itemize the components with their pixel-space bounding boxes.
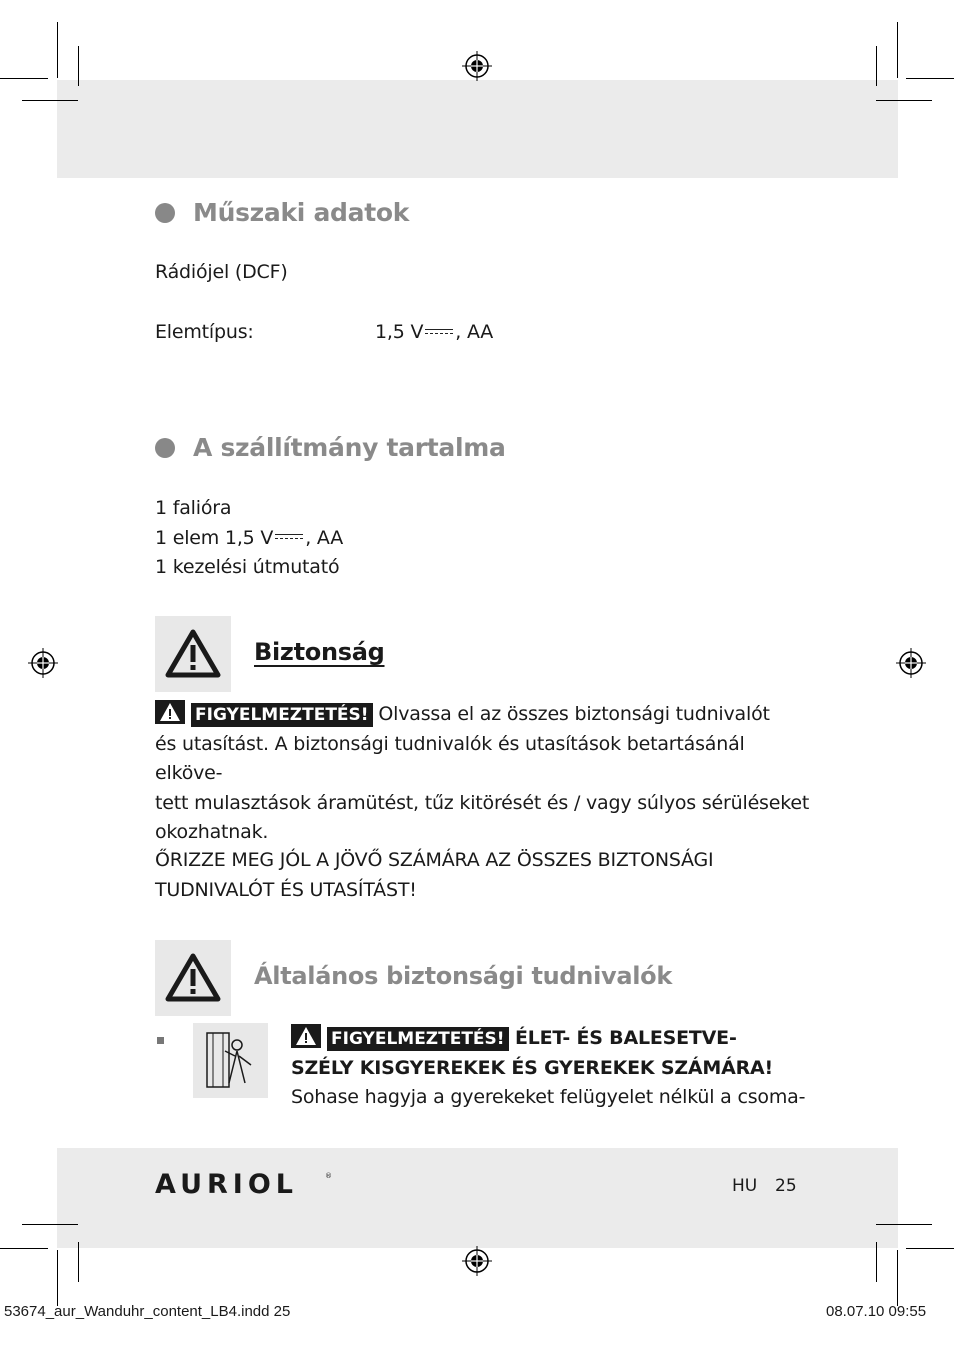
crop-mark [876,1242,877,1282]
bullet-icon [155,438,175,458]
child-hazard-icon [193,1023,268,1098]
warning-mini-icon [155,700,185,724]
page-number: 25 [775,1176,797,1196]
battery-type-value: 1,5 V , AA [375,321,494,343]
crop-mark [0,1248,48,1249]
section-heading-contents [155,433,506,462]
registration-mark-icon [896,648,926,678]
general-safety-title: Általános biztonsági tudnivalók [254,962,673,990]
section-heading-technical [155,198,409,227]
slug-date: 08.07.10 09:55 [826,1303,927,1320]
auriol-logo [155,1168,331,1198]
crop-mark [876,1224,932,1225]
bullet-icon [155,203,175,223]
warning-triangle-box [155,940,231,1016]
crop-mark [876,100,932,101]
crop-mark [906,78,954,79]
crop-mark [906,1248,954,1249]
list-item: 1 kezelési útmutató [155,556,340,578]
registration-mark-icon [462,1246,492,1276]
bullet-square-icon [157,1037,164,1044]
crop-mark [0,78,48,79]
registration-mark-icon [28,648,58,678]
language-code: HU [732,1176,758,1196]
child-warning-paragraph: FIGYELMEZTETÉS! ÉLET- ÉS BALESETVE- SZÉLY KISGYEREKEK ÉS GYEREKEK SZÁMÁRA! Sohase hagyja a gyerekeket felügyelet nélkül a csoma- [291,1024,811,1113]
warning-triangle-icon [165,953,221,1003]
slug-file: 53674_aur_Wanduhr_content_LB4.indd 25 [4,1303,291,1320]
radio-signal-text: Rádiójel (DCF) [155,261,288,283]
contents-list [155,494,343,583]
safety-title: Biztonság [254,638,385,666]
crop-mark [22,1224,78,1225]
crop-mark [57,1250,58,1306]
crop-mark [897,22,898,78]
warning-label: FIGYELMEZTETÉS! [327,1027,509,1051]
safety-warning-paragraph: FIGYELMEZTETÉS! Olvassa el az összes biztonsági tudnivalót és utasítást. A biztonsági tudnivalók és utasítások betartásánál elköve- tett mulasztások áramütést, tűz kitörését és / vagy súlyos sérüléseket okozhatnak. [155,700,815,848]
crop-mark [876,46,877,86]
crop-mark [22,100,78,101]
list-item: 1 elem 1,5 V , AA [155,526,343,549]
svg-text:®: ® [325,1172,332,1180]
warning-triangle-box [155,616,231,692]
warning-label: FIGYELMEZTETÉS! [191,703,373,727]
dc-symbol-icon [425,327,453,339]
registration-mark-icon [462,51,492,81]
crop-mark [78,46,79,86]
brand-text: AURIOL [155,1169,298,1200]
crop-mark [57,22,58,78]
battery-type-label: Elemtípus: [155,321,254,343]
section-title: A szállítmány tartalma [193,433,506,462]
keep-instructions-text: ŐRIZZE MEG JÓL A JÖVŐ SZÁMÁRA AZ ÖSSZES BIZTONSÁGI TUDNIVALÓT ÉS UTASÍTÁST! [155,849,714,901]
crop-mark [897,1250,898,1306]
header-band [57,80,898,178]
warning-triangle-icon [165,629,221,679]
dc-symbol-icon [275,532,303,544]
crop-mark [78,1242,79,1282]
warning-mini-icon [291,1024,321,1048]
list-item: 1 falióra [155,497,232,519]
section-title: Műszaki adatok [193,198,410,227]
